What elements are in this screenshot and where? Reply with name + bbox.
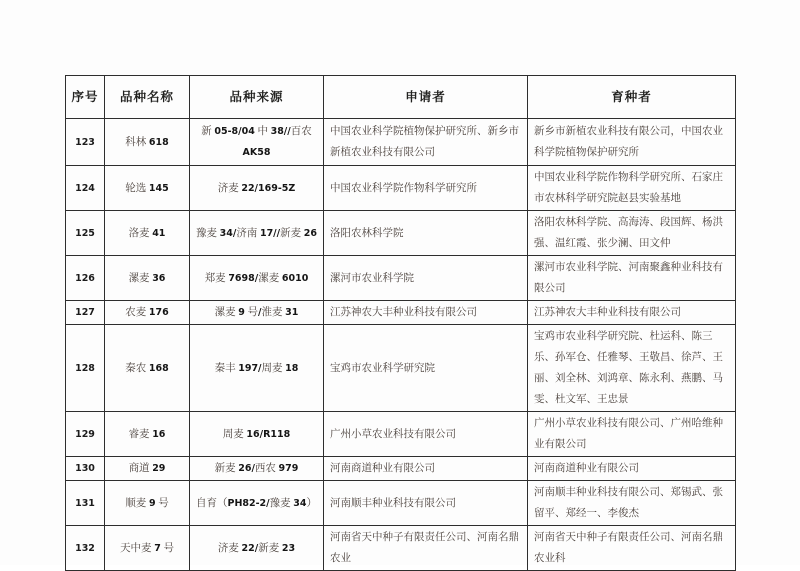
column-header-name: 品种名称: [105, 76, 190, 119]
cell-applicant: 河南商道种业有限公司: [324, 457, 528, 481]
cell-applicant: 河南顺丰种业科技有限公司: [324, 481, 528, 526]
cell-serial: 130: [66, 457, 105, 481]
cell-breeder: 宝鸡市农业科学研究院、杜运科、陈三乐、孙军仓、任雅琴、王敬昌、徐芦、王丽、刘全林、刘鸿章、陈永利、燕鹏、马雯、杜文军、王忠景: [528, 325, 736, 412]
table-row: [66, 119, 736, 166]
cell-breeder: 洛阳农林科学院、高海涛、段国辉、杨洪强、温红霞、张少澜、田文仲: [528, 211, 736, 256]
cell-serial: 127: [66, 301, 105, 325]
cell-serial: 129: [66, 412, 105, 457]
table-row: [66, 457, 736, 481]
table-row: [66, 211, 736, 256]
column-header-breeder: 育种者: [528, 76, 736, 119]
cell-name: 科林 618: [105, 119, 190, 166]
table-row: [66, 166, 736, 211]
table-row: [66, 301, 736, 325]
cell-applicant: 江苏神农大丰种业科技有限公司: [324, 301, 528, 325]
cell-applicant: 广州小草农业科技有限公司: [324, 412, 528, 457]
cell-source: 豫麦 34/济南 17//新麦 26: [190, 211, 324, 256]
cell-breeder: 江苏神农大丰种业科技有限公司: [528, 301, 736, 325]
cell-source: 济麦 22/169-5Z: [190, 166, 324, 211]
cell-applicant: 洛阳农林科学院: [324, 211, 528, 256]
cell-name: 天中麦 7 号: [105, 526, 190, 571]
cell-serial: 131: [66, 481, 105, 526]
cell-serial: 124: [66, 166, 105, 211]
header-row: [66, 76, 736, 119]
cell-source: 新麦 26/西农 979: [190, 457, 324, 481]
cell-serial: 126: [66, 256, 105, 301]
cell-breeder: 漯河市农业科学院、河南聚鑫种业科技有限公司: [528, 256, 736, 301]
cell-serial: 128: [66, 325, 105, 412]
cell-source: 郑麦 7698/漯麦 6010: [190, 256, 324, 301]
variety-table: [65, 75, 736, 571]
cell-source: 新 05-8/04 中 38//百农 AK58: [190, 119, 324, 166]
cell-applicant: 宝鸡市农业科学研究院: [324, 325, 528, 412]
cell-name: 农麦 176: [105, 301, 190, 325]
cell-source: 秦丰 197/周麦 18: [190, 325, 324, 412]
column-header-source: 品种来源: [190, 76, 324, 119]
cell-breeder: 中国农业科学院作物科学研究所、石家庄市农林科学研究院赵县实验基地: [528, 166, 736, 211]
table-row: [66, 325, 736, 412]
column-header-applicant: 申请者: [324, 76, 528, 119]
cell-breeder: 河南商道种业有限公司: [528, 457, 736, 481]
cell-breeder: 新乡市新植农业科技有限公司，中国农业科学院植物保护研究所: [528, 119, 736, 166]
cell-name: 洛麦 41: [105, 211, 190, 256]
cell-name: 轮选 145: [105, 166, 190, 211]
cell-source: 周麦 16/R118: [190, 412, 324, 457]
cell-source: 济麦 22/新麦 23: [190, 526, 324, 571]
cell-name: 睿麦 16: [105, 412, 190, 457]
table-row: [66, 412, 736, 457]
cell-breeder: 广州小草农业科技有限公司、广州哈维种业有限公司: [528, 412, 736, 457]
table-row: [66, 526, 736, 571]
cell-breeder: 河南顺丰种业科技有限公司、郑锡武、张留平、郑经一、李俊杰: [528, 481, 736, 526]
cell-source: 自育（PH82-2/豫麦 34）: [190, 481, 324, 526]
cell-applicant: 中国农业科学院作物科学研究所: [324, 166, 528, 211]
column-header-serial: 序号: [66, 76, 105, 119]
cell-applicant: 河南省天中种子有限责任公司、河南名鼎农业: [324, 526, 528, 571]
cell-name: 秦农 168: [105, 325, 190, 412]
cell-name: 商道 29: [105, 457, 190, 481]
table-row: [66, 256, 736, 301]
cell-serial: 132: [66, 526, 105, 571]
cell-breeder: 河南省天中种子有限责任公司、河南名鼎农业科: [528, 526, 736, 571]
cell-serial: 123: [66, 119, 105, 166]
cell-name: 漯麦 36: [105, 256, 190, 301]
table-row: [66, 481, 736, 526]
cell-name: 顺麦 9 号: [105, 481, 190, 526]
cell-source: 漯麦 9 号/淮麦 31: [190, 301, 324, 325]
cell-serial: 125: [66, 211, 105, 256]
cell-applicant: 漯河市农业科学院: [324, 256, 528, 301]
cell-applicant: 中国农业科学院植物保护研究所、新乡市新植农业科技有限公司: [324, 119, 528, 166]
